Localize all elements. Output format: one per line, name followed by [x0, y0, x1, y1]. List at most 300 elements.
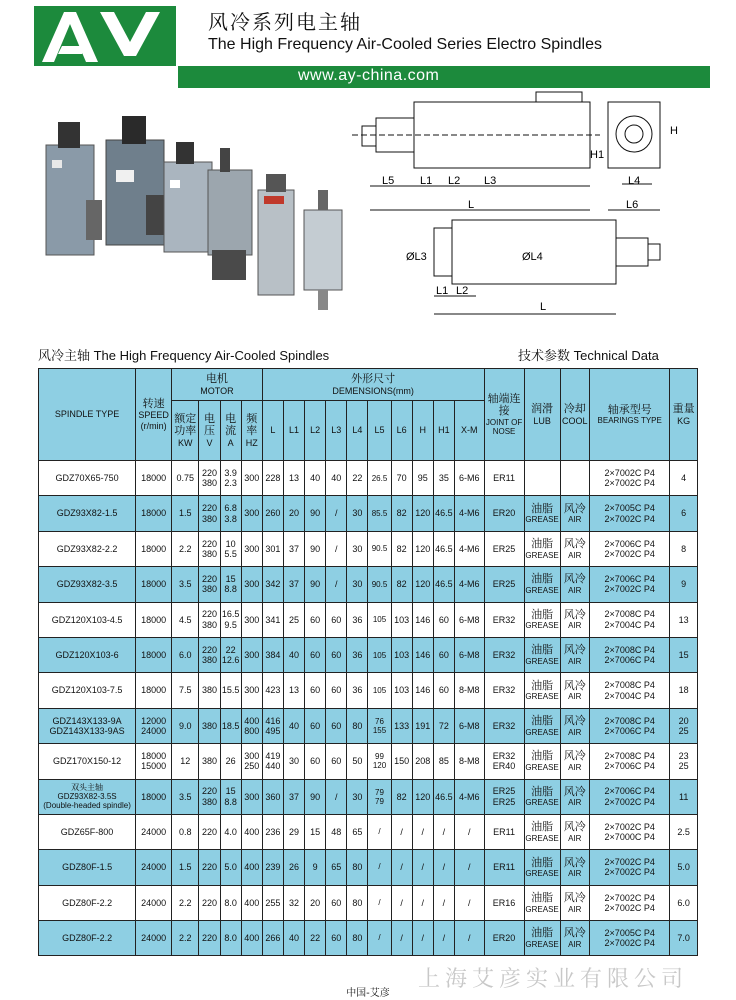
cell-bearings: 2×7006C P4 2×7002C P4	[590, 567, 670, 602]
cell-h1: 46.5	[433, 567, 454, 602]
th-speed: 转速 SPEED (r/min)	[136, 369, 172, 461]
logo-mark	[34, 6, 176, 66]
cell-l3: /	[326, 567, 347, 602]
cell-speed: 18000	[136, 602, 172, 637]
cell-h: 146	[412, 673, 433, 708]
th-bearings: 轴承型号 BEARINGS TYPE	[590, 369, 670, 461]
cell-current: 10 5.5	[220, 531, 241, 566]
cell-kw: 0.8	[172, 814, 199, 849]
cell-voltage: 220 380	[199, 637, 220, 672]
table-row	[39, 779, 698, 814]
cell-type: GDZ120X103-4.5	[39, 602, 136, 637]
cell-nose: ER20	[484, 496, 524, 531]
cell-l1: 26	[283, 850, 304, 885]
cell-type: 双头主轴 GDZ93X82-3.5S (Double-headed spindle)	[39, 779, 136, 814]
cell-kw: 3.5	[172, 567, 199, 602]
cell-l2: 40	[305, 461, 326, 496]
cell-nose: ER16	[484, 885, 524, 920]
cell-type: GDZ80F-2.2	[39, 921, 136, 956]
cell-voltage: 220	[199, 814, 220, 849]
cell-cool: 风冷 AIR	[560, 567, 590, 602]
cell-weight: 18	[670, 673, 698, 708]
table-row	[39, 496, 698, 531]
front-view	[352, 92, 600, 210]
cell-l2: 9	[305, 850, 326, 885]
cell-xm: 4-M6	[454, 779, 484, 814]
dim-l6: L6	[626, 199, 639, 211]
cell-l2: 60	[305, 637, 326, 672]
cell-weight: 11	[670, 779, 698, 814]
cell-weight: 6	[670, 496, 698, 531]
cell-bearings: 2×7002C P4 2×7002C P4	[590, 885, 670, 920]
th-dim-xm: X-M	[454, 401, 484, 461]
cell-voltage: 220	[199, 885, 220, 920]
cell-weight: 13	[670, 602, 698, 637]
cell-h: 95	[412, 461, 433, 496]
cell-l1: 20	[283, 496, 304, 531]
cell-type: GDZ80F-1.5	[39, 850, 136, 885]
th-current: 电流 A	[220, 401, 241, 461]
cell-nose: ER32	[484, 708, 524, 743]
cell-frequency: 300	[241, 496, 262, 531]
cell-l1: 37	[283, 779, 304, 814]
th-dim-l1: L1	[283, 401, 304, 461]
cell-l1: 13	[283, 673, 304, 708]
cell-l4: 36	[347, 673, 368, 708]
spindle-4	[208, 148, 252, 280]
cell-type: GDZ80F-2.2	[39, 885, 136, 920]
cell-l5: 79 79	[368, 779, 391, 814]
cell-cool: 风冷 AIR	[560, 814, 590, 849]
cell-voltage: 220 380	[199, 602, 220, 637]
cell-h: 120	[412, 531, 433, 566]
page-title-cn: 风冷系列电主轴	[208, 10, 362, 34]
spindle-product-photo	[36, 100, 354, 325]
cell-cool: 风冷 AIR	[560, 779, 590, 814]
cell-xm: /	[454, 885, 484, 920]
th-dim-l5: L5	[368, 401, 391, 461]
cell-l5: /	[368, 885, 391, 920]
cell-kw: 2.2	[172, 921, 199, 956]
cell-h1: 46.5	[433, 496, 454, 531]
table-row	[39, 531, 698, 566]
cell-cool: 风冷 AIR	[560, 602, 590, 637]
spindle-5	[258, 174, 294, 295]
cell-current: 4.0	[220, 814, 241, 849]
cell-bearings: 2×7005C P4 2×7002C P4	[590, 921, 670, 956]
dim-h: H	[670, 125, 678, 137]
dim-dia-l3: ØL3	[406, 251, 427, 263]
cell-l1: 37	[283, 567, 304, 602]
dimension-drawing	[352, 88, 724, 328]
cell-h: 191	[412, 708, 433, 743]
cell-l4: 80	[347, 885, 368, 920]
cell-l3: /	[326, 531, 347, 566]
cell-h1: 60	[433, 637, 454, 672]
dim-l: L	[468, 199, 475, 211]
table-row	[39, 461, 698, 496]
table-row	[39, 673, 698, 708]
cell-nose: ER32	[484, 637, 524, 672]
cell-frequency: 400	[241, 814, 262, 849]
cell-lub: 油脂 GREASE	[524, 567, 560, 602]
cell-h: 120	[412, 779, 433, 814]
cell-current: 16.5 9.5	[220, 602, 241, 637]
cell-frequency: 300	[241, 602, 262, 637]
cell-speed: 12000 24000	[136, 708, 172, 743]
cell-l1: 13	[283, 461, 304, 496]
cell-current: 3.9 2.3	[220, 461, 241, 496]
cell-xm: 6-M8	[454, 602, 484, 637]
cell-speed: 18000	[136, 461, 172, 496]
cell-l: 341	[262, 602, 283, 637]
cell-xm: 8-M8	[454, 673, 484, 708]
cell-h1: /	[433, 850, 454, 885]
dim-l5: L5	[382, 175, 395, 187]
cell-l: 228	[262, 461, 283, 496]
page-title-en: The High Frequency Air-Cooled Series Electro Spindles	[208, 36, 602, 53]
cell-l2: 20	[305, 885, 326, 920]
company-logo	[34, 6, 176, 66]
cell-l: 360	[262, 779, 283, 814]
cell-kw: 6.0	[172, 637, 199, 672]
cell-voltage: 380	[199, 673, 220, 708]
cell-l: 301	[262, 531, 283, 566]
cell-l3: 60	[326, 637, 347, 672]
cell-nose: ER25 ER25	[484, 779, 524, 814]
page-footer: 中国-艾彦	[346, 988, 390, 999]
table-row	[39, 814, 698, 849]
cell-l6: 103	[391, 602, 412, 637]
cell-l2: 60	[305, 744, 326, 779]
cell-kw: 2.2	[172, 531, 199, 566]
cell-kw: 2.2	[172, 885, 199, 920]
cell-type: GDZ70X65-750	[39, 461, 136, 496]
watermark: 上海艾彦实业有限公司	[418, 967, 689, 992]
th-cool: 冷却 COOL	[560, 369, 590, 461]
cell-bearings: 2×7002C P4 2×7002C P4	[590, 850, 670, 885]
cell-nose: ER25	[484, 531, 524, 566]
cell-speed: 24000	[136, 850, 172, 885]
cell-frequency: 300	[241, 673, 262, 708]
spindle-6	[304, 190, 342, 310]
cell-h: /	[412, 921, 433, 956]
cell-h1: 72	[433, 708, 454, 743]
cell-type: GDZ65F-800	[39, 814, 136, 849]
cell-l6: /	[391, 850, 412, 885]
cell-kw: 1.5	[172, 850, 199, 885]
cell-l3: 60	[326, 921, 347, 956]
cell-l: 423	[262, 673, 283, 708]
section-title-technical: 技术参数 Technical Data	[518, 348, 659, 363]
cell-l6: 70	[391, 461, 412, 496]
cell-lub: 油脂 GREASE	[524, 814, 560, 849]
cell-cool: 风冷 AIR	[560, 637, 590, 672]
cell-bearings: 2×7008C P4 2×7004C P4	[590, 673, 670, 708]
cell-lub: 油脂 GREASE	[524, 673, 560, 708]
cell-l3: /	[326, 496, 347, 531]
dim-l2: L2	[448, 175, 461, 187]
cell-voltage: 380	[199, 744, 220, 779]
table-row	[39, 744, 698, 779]
cell-kw: 4.5	[172, 602, 199, 637]
table-row	[39, 637, 698, 672]
cell-frequency: 300	[241, 461, 262, 496]
cell-weight: 2.5	[670, 814, 698, 849]
cell-h: 146	[412, 637, 433, 672]
cell-frequency: 300	[241, 531, 262, 566]
cell-lub: 油脂 GREASE	[524, 637, 560, 672]
cell-l4: 30	[347, 567, 368, 602]
cell-frequency: 400	[241, 885, 262, 920]
cell-voltage: 220	[199, 850, 220, 885]
cell-cool: 风冷 AIR	[560, 744, 590, 779]
cell-h1: 60	[433, 602, 454, 637]
cell-l4: 65	[347, 814, 368, 849]
cell-weight: 6.0	[670, 885, 698, 920]
cell-h: /	[412, 850, 433, 885]
cell-type: GDZ93X82-3.5	[39, 567, 136, 602]
cell-frequency: 300	[241, 779, 262, 814]
cell-weight: 8	[670, 531, 698, 566]
cell-l6: 82	[391, 531, 412, 566]
cell-h: 120	[412, 496, 433, 531]
dim-l4: L4	[628, 175, 641, 187]
cell-l5: /	[368, 921, 391, 956]
cell-l: 239	[262, 850, 283, 885]
cell-l6: 82	[391, 496, 412, 531]
cell-l3: 40	[326, 461, 347, 496]
dim-l1: L1	[420, 175, 433, 187]
cell-l5: 26.5	[368, 461, 391, 496]
cell-lub: 油脂 GREASE	[524, 885, 560, 920]
th-dim-l: L	[262, 401, 283, 461]
cell-l6: 82	[391, 567, 412, 602]
table-row	[39, 708, 698, 743]
dim-l3: L3	[484, 175, 497, 187]
cell-h: /	[412, 885, 433, 920]
cell-current: 18.5	[220, 708, 241, 743]
cell-frequency: 400 800	[241, 708, 262, 743]
cell-type: GDZ93X82-1.5	[39, 496, 136, 531]
cell-h1: /	[433, 885, 454, 920]
cell-xm: 4-M6	[454, 567, 484, 602]
dim-bottom-l: L	[540, 301, 547, 313]
cell-weight: 9	[670, 567, 698, 602]
cell-l5: /	[368, 850, 391, 885]
cell-cool: 风冷 AIR	[560, 531, 590, 566]
cell-frequency: 300 250	[241, 744, 262, 779]
cell-l5: 85.5	[368, 496, 391, 531]
cell-l2: 90	[305, 779, 326, 814]
cell-cool: 风冷 AIR	[560, 885, 590, 920]
cell-l5: 105	[368, 673, 391, 708]
cell-l6: /	[391, 885, 412, 920]
cell-l3: /	[326, 779, 347, 814]
cell-l5: 105	[368, 637, 391, 672]
cell-l1: 30	[283, 744, 304, 779]
cell-l1: 29	[283, 814, 304, 849]
cell-voltage: 220 380	[199, 496, 220, 531]
cell-bearings: 2×7008C P4 2×7006C P4	[590, 708, 670, 743]
th-motor: 电机 MOTOR	[172, 369, 263, 401]
cell-h1: 85	[433, 744, 454, 779]
table-row	[39, 850, 698, 885]
cell-l4: 22	[347, 461, 368, 496]
cell-h1: 46.5	[433, 531, 454, 566]
cell-l3: 65	[326, 850, 347, 885]
th-spindle-type: SPINDLE TYPE	[39, 369, 136, 461]
cell-l4: 80	[347, 921, 368, 956]
th-dimensions: 外形尺寸 DEMENSIONS(mm)	[262, 369, 484, 401]
cell-h: 208	[412, 744, 433, 779]
cell-bearings: 2×7006C P4 2×7002C P4	[590, 779, 670, 814]
cell-l2: 60	[305, 708, 326, 743]
cell-type: GDZ143X133-9A GDZ143X133-9AS	[39, 708, 136, 743]
cell-xm: 6-M8	[454, 637, 484, 672]
cell-type: GDZ120X103-7.5	[39, 673, 136, 708]
cell-cool: 风冷 AIR	[560, 496, 590, 531]
cell-h1: 46.5	[433, 779, 454, 814]
cell-voltage: 220	[199, 921, 220, 956]
cell-speed: 18000	[136, 637, 172, 672]
cell-cool	[560, 461, 590, 496]
cell-h1: /	[433, 921, 454, 956]
cell-l2: 15	[305, 814, 326, 849]
cell-l6: 103	[391, 637, 412, 672]
spindle-3	[164, 142, 212, 252]
cell-nose: ER32	[484, 673, 524, 708]
cell-l2: 90	[305, 496, 326, 531]
th-dim-l6: L6	[391, 401, 412, 461]
cylindrical-view	[434, 220, 660, 314]
cell-nose: ER11	[484, 814, 524, 849]
cell-l2: 90	[305, 531, 326, 566]
cell-h1: 35	[433, 461, 454, 496]
cell-bearings: 2×7008C P4 2×7004C P4	[590, 602, 670, 637]
spindle-1	[46, 122, 102, 255]
cell-bearings: 2×7002C P4 2×7002C P4	[590, 461, 670, 496]
th-dim-l4: L4	[347, 401, 368, 461]
cell-voltage: 380	[199, 708, 220, 743]
cell-nose: ER20	[484, 921, 524, 956]
cell-l4: 36	[347, 602, 368, 637]
cell-l: 416 495	[262, 708, 283, 743]
cell-weight: 15	[670, 637, 698, 672]
cell-xm: 8-M8	[454, 744, 484, 779]
cell-current: 5.0	[220, 850, 241, 885]
website-url[interactable]: www.ay-china.com	[298, 67, 440, 84]
th-lub: 润滑 LUB	[524, 369, 560, 461]
cell-l4: 30	[347, 496, 368, 531]
cell-l1: 32	[283, 885, 304, 920]
cell-h1: 60	[433, 673, 454, 708]
cell-l4: 30	[347, 779, 368, 814]
cell-bearings: 2×7002C P4 2×7000C P4	[590, 814, 670, 849]
cell-l2: 60	[305, 673, 326, 708]
cell-l6: 82	[391, 779, 412, 814]
cell-speed: 24000	[136, 814, 172, 849]
cell-l2: 22	[305, 921, 326, 956]
cell-l1: 40	[283, 637, 304, 672]
cell-speed: 18000	[136, 673, 172, 708]
spindle-2	[106, 116, 166, 245]
cell-speed: 18000 15000	[136, 744, 172, 779]
cell-lub: 油脂 GREASE	[524, 921, 560, 956]
cell-frequency: 300	[241, 567, 262, 602]
table-row	[39, 602, 698, 637]
table-row	[39, 921, 698, 956]
spec-table-body	[39, 461, 698, 956]
cell-kw: 3.5	[172, 779, 199, 814]
th-power: 额定功率 KW	[172, 401, 199, 461]
cell-l2: 60	[305, 602, 326, 637]
cell-current: 8.0	[220, 921, 241, 956]
cell-xm: 4-M6	[454, 531, 484, 566]
cell-voltage: 220 380	[199, 531, 220, 566]
cell-h1: /	[433, 814, 454, 849]
cell-voltage: 220 380	[199, 461, 220, 496]
spec-table	[38, 368, 698, 956]
cell-l5: 90.5	[368, 567, 391, 602]
section-title-spindles: 风冷主轴 The High Frequency Air-Cooled Spindles	[38, 348, 330, 363]
cell-speed: 18000	[136, 567, 172, 602]
cell-current: 8.0	[220, 885, 241, 920]
cell-bearings: 2×7006C P4 2×7002C P4	[590, 531, 670, 566]
cell-frequency: 400	[241, 850, 262, 885]
cell-nose: ER32 ER40	[484, 744, 524, 779]
cell-l: 384	[262, 637, 283, 672]
cell-lub	[524, 461, 560, 496]
cell-l3: 60	[326, 708, 347, 743]
cell-l3: 60	[326, 602, 347, 637]
cell-current: 15 8.8	[220, 779, 241, 814]
cell-weight: 5.0	[670, 850, 698, 885]
cell-xm: /	[454, 850, 484, 885]
dim-bottom-l2: L2	[456, 285, 469, 297]
th-frequency: 频率 HZ	[241, 401, 262, 461]
cell-nose: ER25	[484, 567, 524, 602]
cell-kw: 1.5	[172, 496, 199, 531]
th-voltage: 电压 V	[199, 401, 220, 461]
cell-lub: 油脂 GREASE	[524, 602, 560, 637]
url-bar	[178, 66, 710, 88]
cell-l: 419 440	[262, 744, 283, 779]
cell-weight: 4	[670, 461, 698, 496]
cell-l1: 25	[283, 602, 304, 637]
cell-weight: 7.0	[670, 921, 698, 956]
cell-h: /	[412, 814, 433, 849]
cell-l4: 50	[347, 744, 368, 779]
cell-frequency: 400	[241, 921, 262, 956]
cell-l: 260	[262, 496, 283, 531]
cell-speed: 18000	[136, 496, 172, 531]
cell-lub: 油脂 GREASE	[524, 779, 560, 814]
dim-bottom-l1: L1	[436, 285, 449, 297]
cell-l5: 90.5	[368, 531, 391, 566]
cell-l2: 90	[305, 567, 326, 602]
th-weight: 重量 KG	[670, 369, 698, 461]
th-dim-l3: L3	[326, 401, 347, 461]
cell-l6: 133	[391, 708, 412, 743]
cell-l: 266	[262, 921, 283, 956]
cell-weight: 20 25	[670, 708, 698, 743]
cell-kw: 12	[172, 744, 199, 779]
th-nose: 轴端连接 JOINT OF NOSE	[484, 369, 524, 461]
cell-l1: 40	[283, 921, 304, 956]
cell-cool: 风冷 AIR	[560, 921, 590, 956]
th-dim-h: H	[412, 401, 433, 461]
